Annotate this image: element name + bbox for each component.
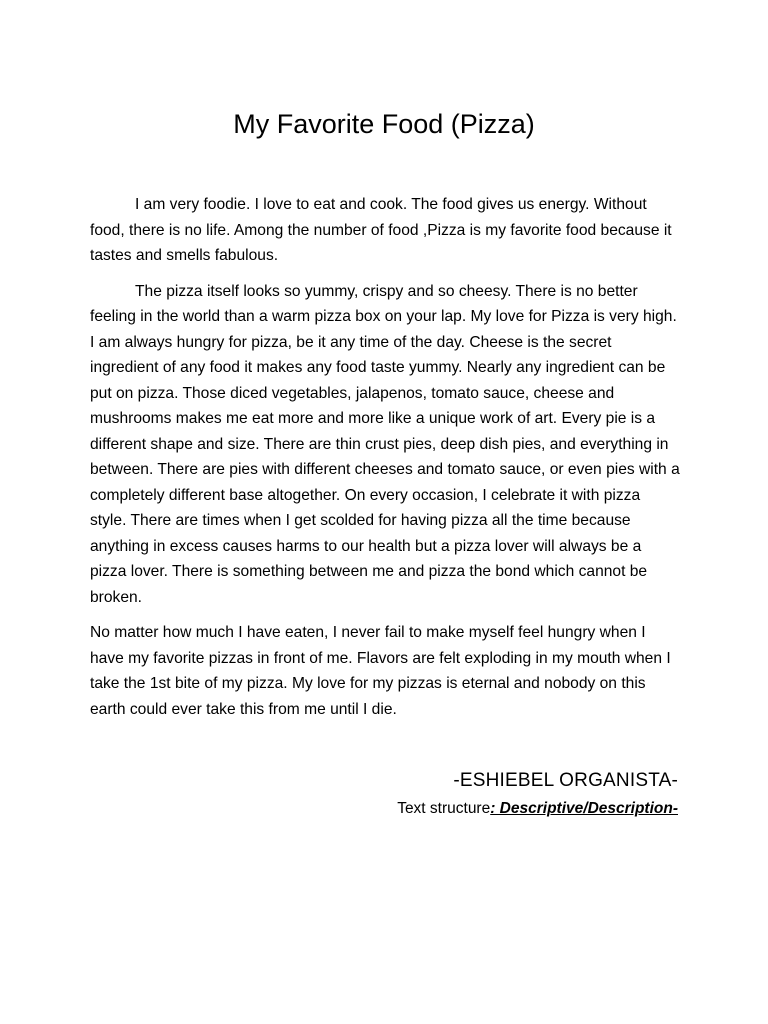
text-structure-line bbox=[397, 798, 678, 820]
paragraph-1: I am very foodie. I love to eat and cook. The food gives us energy. Without food, there is no life. Among the number of food ,Pizza is my favorite food because it tastes and smells fabulous. bbox=[90, 196, 672, 264]
text-structure-value: : Descriptive/Description- bbox=[490, 800, 678, 817]
paragraph-2: The pizza itself looks so yummy, crispy and so cheesy. There is no better feeling in the world than a warm pizza box on your lap. My love for Pizza is very high. I am always hungry for pizza, be it any time of the day. Cheese is the secret ingredient of any food it makes any food taste yummy. Nearly any ingredient can be put on pizza. Those diced vegetables, jalapenos, tomato sauce, cheese and mushrooms makes me eat more and more like a unique work of art. Every pie is a different shape and size. There are thin crust pies, deep dish pies, and everything in between. There are pies with different cheeses and tomato sauce, or even pies with a completely different base altogether. On every occasion, I celebrate it with pizza style. There are times when I get scolded for having pizza all the time because anything in excess causes harms to our health but a pizza lover will always be a pizza lover. There is something between me and pizza the bond which cannot be broken. bbox=[90, 282, 680, 606]
document-title: My Favorite Food (Pizza) bbox=[233, 109, 535, 139]
text-structure-label: Text structure bbox=[397, 800, 491, 817]
document-body bbox=[90, 192, 680, 732]
author-signature: -ESHIEBEL ORGANISTA- bbox=[453, 770, 678, 791]
paragraph-3: No matter how much I have eaten, I never fail to make myself feel hungry when I have my favorite pizzas in front of me. Flavors are felt exploding in my mouth when I take the 1st bite of my pizza. My love for my pizzas is eternal and nobody on this earth could ever take this from me until I die. bbox=[90, 624, 671, 718]
